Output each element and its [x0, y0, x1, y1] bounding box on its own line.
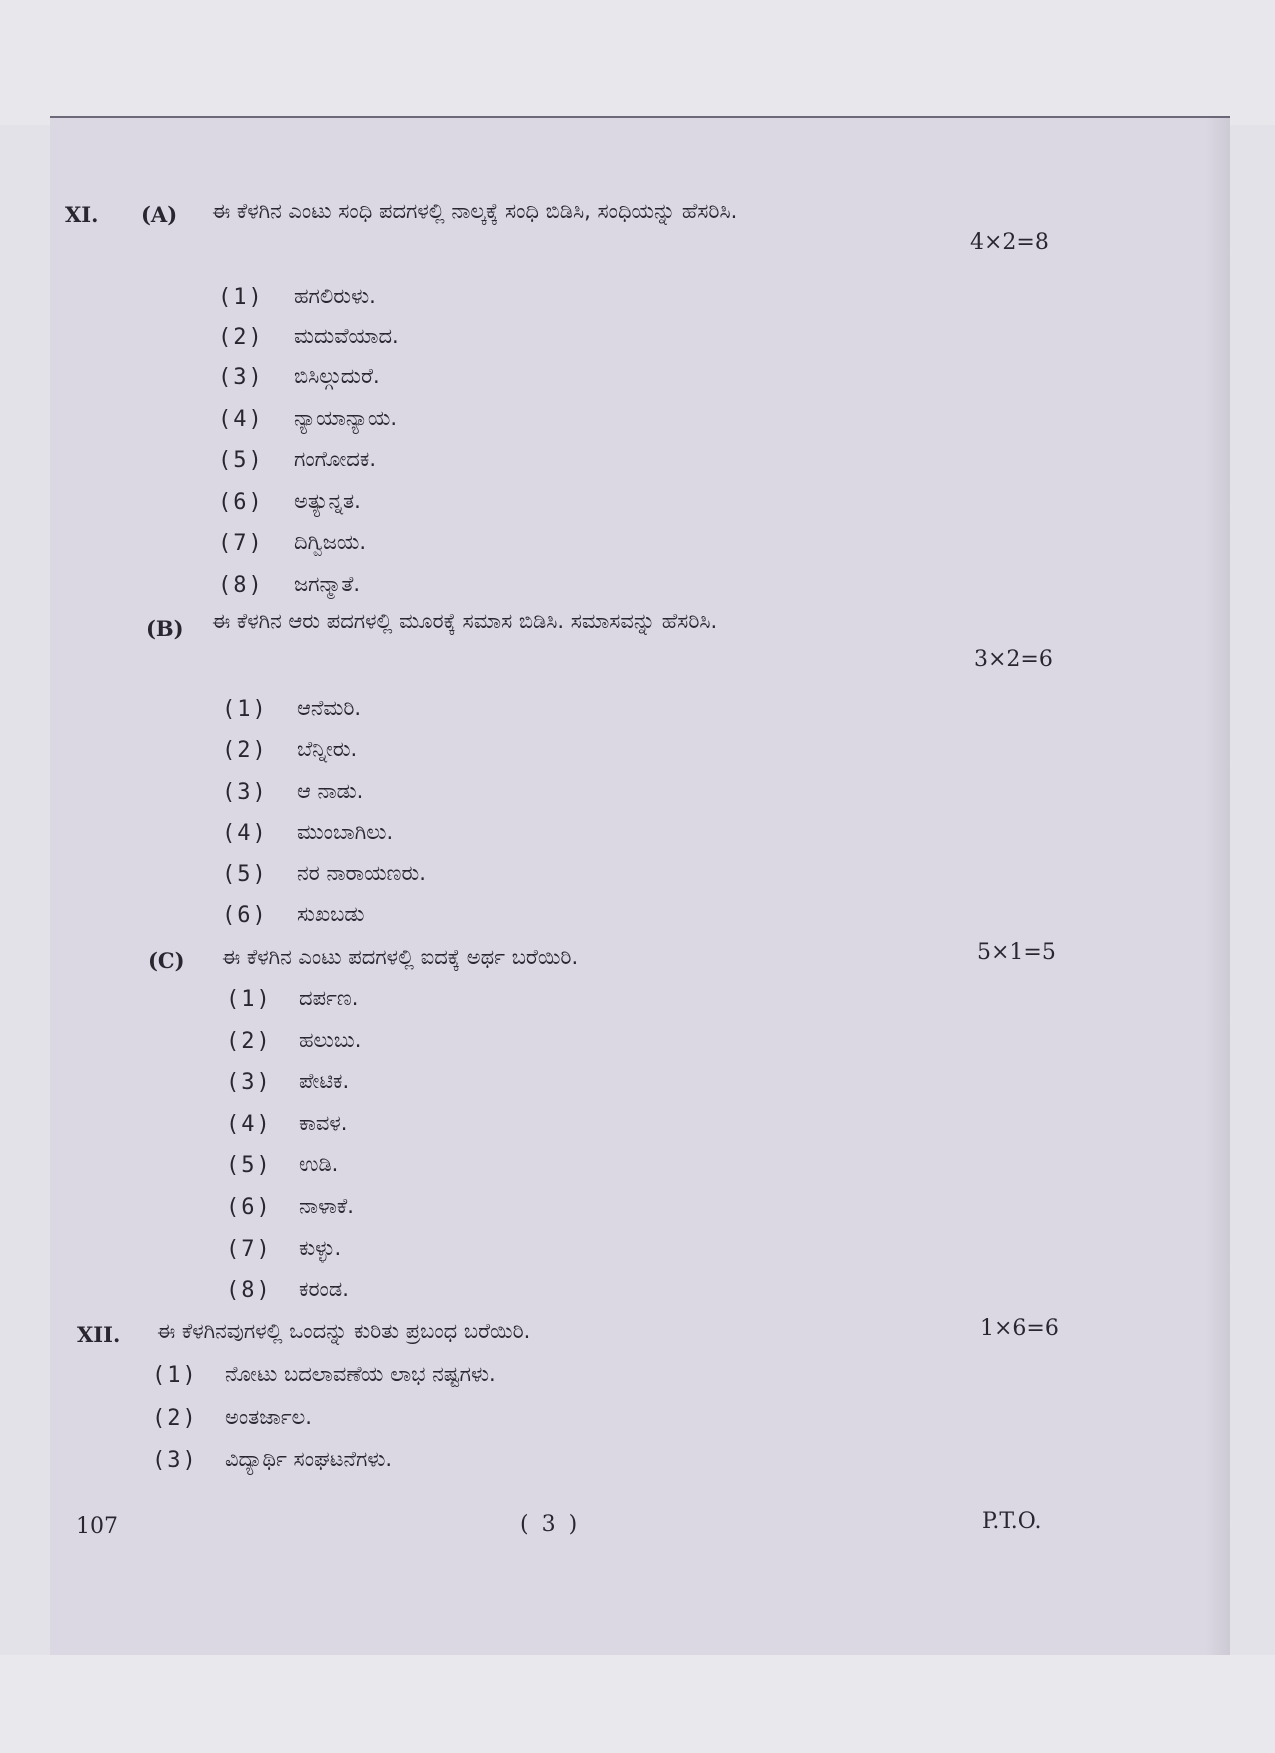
list-item-number: (6)	[226, 1195, 272, 1220]
section-xii-label: XII.	[77, 1322, 121, 1347]
list-item: ನ್ಯಾಯಾನ್ಯಾಯ.	[294, 406, 398, 430]
list-item-number: (3)	[218, 365, 264, 390]
pto-label: P.T.O.	[982, 1509, 1042, 1534]
list-item-number: (1)	[222, 697, 268, 722]
list-item: ಗಂಗೋದಕ.	[294, 447, 377, 471]
part-a-instruction: ಈ ಕೆಳಗಿನ ಎಂಟು ಸಂಧಿ ಪದಗಳಲ್ಲಿ ನಾಲ್ಕಕ್ಕೆ ಸಂಧಿ ಬಿಡಿಸಿ, ಸಂಧಿಯನ್ನು ಹೆಸರಿಸಿ.	[212, 199, 738, 223]
list-item: ಕುಳ್ಳು.	[299, 1236, 342, 1260]
scanner-background-top	[0, 0, 1275, 125]
list-item-number: (4)	[222, 821, 268, 846]
list-item: ಸುಖಬಡು	[297, 902, 365, 926]
list-item: ಅಂತರ್ಜಾಲ.	[225, 1405, 312, 1429]
list-item-number: (7)	[226, 1237, 272, 1262]
list-item: ಅತ್ಯುನ್ನತ.	[294, 489, 361, 513]
list-item: ಪೇಟಿಕ.	[299, 1069, 350, 1093]
list-item-number: (3)	[226, 1070, 272, 1095]
list-item-number: (2)	[152, 1406, 198, 1431]
list-item: ದರ್ಪಣ.	[299, 986, 359, 1010]
list-item: ವಿದ್ಯಾರ್ಥಿ ಸಂಘಟನೆಗಳು.	[225, 1447, 393, 1471]
list-item-number: (1)	[218, 285, 264, 310]
part-a-label: (A)	[141, 202, 178, 227]
list-item-number: (2)	[218, 325, 264, 350]
list-item-number: (5)	[226, 1153, 272, 1178]
list-item-number: (4)	[226, 1112, 272, 1137]
section-xii-instruction: ಈ ಕೆಳಗಿನವುಗಳಲ್ಲಿ ಒಂದನ್ನು ಕುರಿತು ಪ್ರಬಂಧ ಬರೆಯಿರಿ.	[157, 1319, 531, 1343]
list-item: ಮುಂಬಾಗಿಲು.	[297, 820, 394, 844]
list-item: ಆ ನಾಡು.	[297, 779, 364, 803]
list-item: ದಿಗ್ವಿಜಯ.	[294, 530, 367, 554]
list-item-number: (1)	[226, 987, 272, 1012]
part-a-marks: 4×2=8	[970, 230, 1049, 255]
page-number: ( 3 )	[520, 1512, 581, 1537]
list-item-number: (3)	[222, 780, 268, 805]
list-item-number: (3)	[152, 1448, 198, 1473]
list-item: ನಾಳಾಕೆ.	[299, 1194, 354, 1218]
list-item-number: (8)	[218, 573, 264, 598]
list-item: ಹಗಲಿರುಳು.	[294, 284, 376, 308]
part-b-instruction: ಈ ಕೆಳಗಿನ ಆರು ಪದಗಳಲ್ಲಿ ಮೂರಕ್ಕೆ ಸಮಾಸ ಬಿಡಿಸಿ. ಸಮಾಸವನ್ನು ಹೆಸರಿಸಿ.	[212, 609, 718, 633]
list-item: ಆನೆಮರಿ.	[297, 696, 362, 720]
paper-code: 107	[76, 1514, 118, 1539]
part-b-label: (B)	[146, 616, 184, 641]
list-item-number: (8)	[226, 1278, 272, 1303]
part-c-instruction: ಈ ಕೆಳಗಿನ ಎಂಟು ಪದಗಳಲ್ಲಿ ಐದಕ್ಕೆ ಅರ್ಥ ಬರೆಯಿರಿ.	[222, 945, 579, 969]
list-item: ನರ ನಾರಾಯಣರು.	[297, 861, 426, 885]
list-item: ಕರಂಡ.	[299, 1277, 349, 1301]
list-item: ಕಾವಳ.	[299, 1111, 348, 1135]
list-item-number: (6)	[222, 903, 268, 928]
part-b-marks: 3×2=6	[974, 647, 1053, 672]
page-edge-shadow	[1205, 116, 1230, 1656]
section-xii-marks: 1×6=6	[980, 1316, 1059, 1341]
list-item-number: (5)	[222, 862, 268, 887]
list-item: ಮದುವೆಯಾದ.	[294, 324, 399, 348]
list-item: ಉಡಿ.	[299, 1152, 339, 1176]
list-item-number: (1)	[152, 1363, 198, 1388]
list-item-number: (4)	[218, 407, 264, 432]
list-item-number: (7)	[218, 531, 264, 556]
list-item: ಬೆನ್ನೀರು.	[297, 737, 358, 761]
list-item-number: (2)	[222, 738, 268, 763]
list-item-number: (2)	[226, 1029, 272, 1054]
list-item: ಹಲುಬು.	[299, 1028, 362, 1052]
list-item-number: (6)	[218, 490, 264, 515]
part-c-label: (C)	[148, 948, 185, 973]
list-item-number: (5)	[218, 448, 264, 473]
list-item: ಬಿಸಿಲ್ಗುದುರೆ.	[294, 364, 380, 388]
list-item: ನೋಟು ಬದಲಾವಣೆಯ ಲಾಭ ನಷ್ಟಗಳು.	[225, 1362, 496, 1386]
list-item: ಜಗನ್ಮಾತೆ.	[294, 572, 361, 596]
scanner-background-bottom	[0, 1655, 1275, 1753]
part-c-marks: 5×1=5	[977, 940, 1056, 965]
section-xi-label: XI.	[65, 202, 99, 227]
